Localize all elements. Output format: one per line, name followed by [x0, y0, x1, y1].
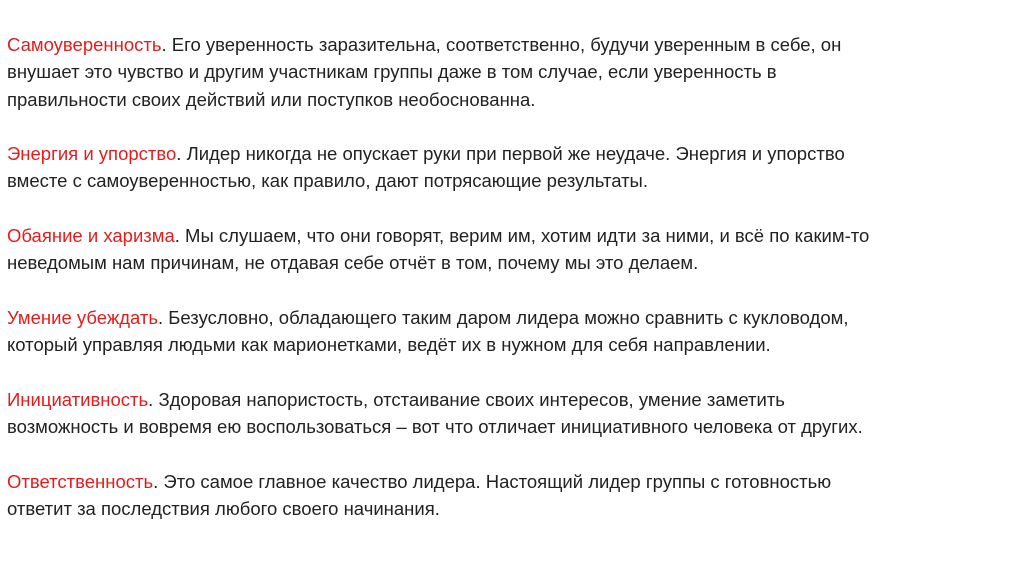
- text-energy-persistence: . Лидер никогда не опускает руки при первой же неудаче. Энергия и упорство вместе с самоуверенностью, как правило, дают потрясающие результаты.: [7, 143, 845, 192]
- term-self-confidence: Самоуверенность: [7, 34, 162, 55]
- text-self-confidence: . Его уверенность заразительна, соответственно, будучи уверенным в себе, он внушает это чувство и другим участникам группы даже в том случае, если уверенность в правильности своих действий или поступков необоснованна.: [7, 34, 842, 110]
- paragraph-charm-charisma: [7, 222, 1017, 277]
- term-energy-persistence: Энергия и упорство: [7, 143, 177, 165]
- text-responsibility: . Это самое главное качество лидера. Настоящий лидер группы с готовностью ответит за последствия любого своего начинания.: [7, 470, 832, 520]
- term-charm-charisma: Обаяние и харизма: [7, 225, 175, 247]
- paragraph-self-confidence: [7, 31, 1017, 113]
- paragraph-energy-persistence: [7, 140, 1017, 195]
- slide-content: [7, 31, 1017, 522]
- text-persuasion: . Безусловно, обладающего таким даром лидера можно сравнить с кукловодом, который управляя людьми как марионетками, ведёт их в нужном для себя направлении.: [7, 306, 849, 356]
- term-responsibility: Ответственность: [7, 470, 154, 492]
- term-persuasion: Умение убеждать: [7, 306, 158, 328]
- paragraph-responsibility: [7, 468, 1017, 523]
- paragraph-persuasion: [7, 304, 1017, 359]
- text-charm-charisma: . Мы слушаем, что они говорят, верим им, хотим идти за ними, и всё по каким-то неведомым нам причинам, не отдавая себе отчёт в том, почему мы это делаем.: [7, 225, 870, 274]
- paragraph-initiative: [7, 386, 1017, 441]
- text-initiative: . Здоровая напористость, отстаивание своих интересов, умение заметить возможность и вовремя ею воспользоваться – вот что отличает инициативного человека от других.: [7, 388, 863, 438]
- term-initiative: Инициативность: [7, 388, 149, 410]
